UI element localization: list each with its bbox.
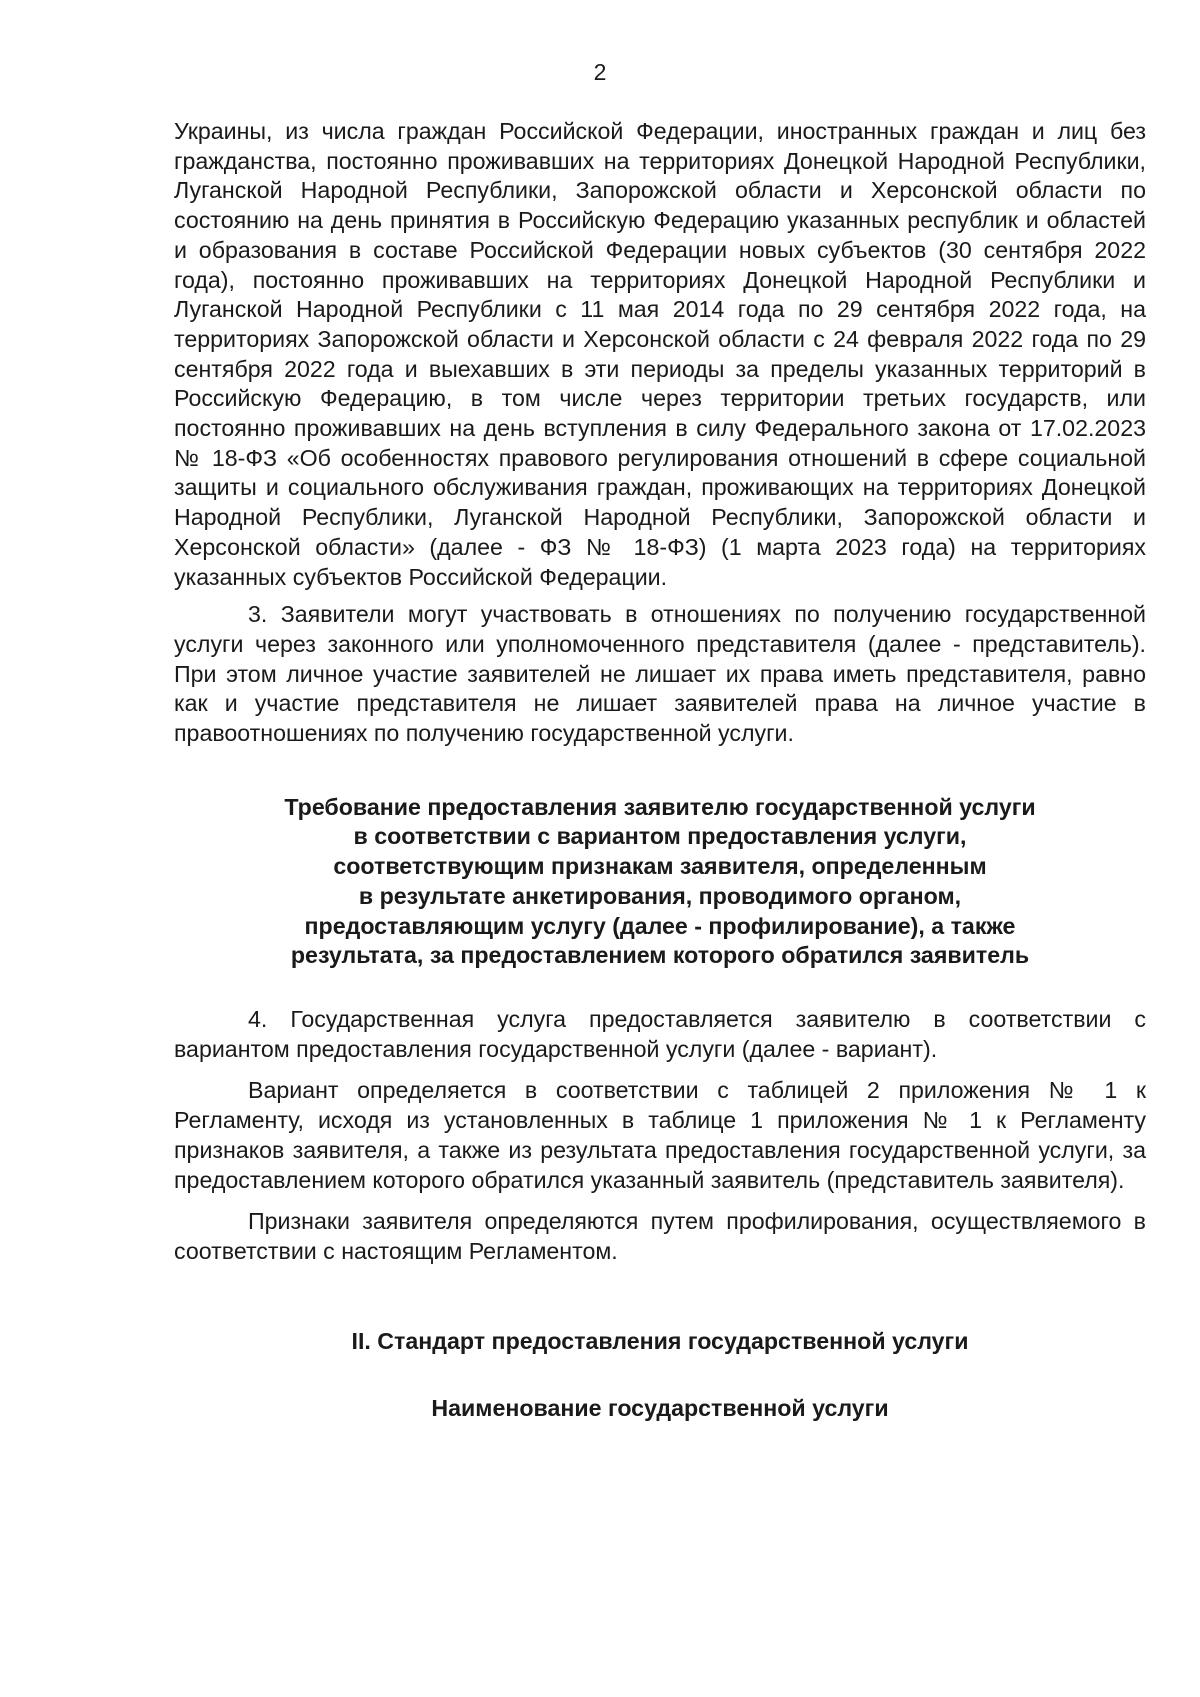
document-body (174, 117, 1146, 1424)
heading-line: результата, за предоставлением которого обратился заявитель (290, 942, 1030, 969)
paragraph-variant: Вариант определяется в соответствии с таблицей 2 приложения № 1 к Регламенту, исходя из установленных в таблице 1 приложения № 1 к Регламенту признаков заявителя, а также из результата предоставления государственной услуги, за предоставлением которого обратился указанный заявитель (представитель заявителя). (174, 1077, 1146, 1193)
heading-line: предоставляющим услугу (далее - профилирование), а также (304, 912, 1016, 939)
paragraph-continuation: Украины, из числа граждан Российской Федерации, иностранных граждан и лиц без гражданства, постоянно проживавших на территориях Донецкой Народной Республики, Луганской Народной Республики, Запорожской области и Херсонской области по состоянию на день принятия в Российскую Федерацию указанных республик и областей и образования в составе Российской Федерации новых субъектов (30 сентября 2022 года), постоянно проживавших на территориях Донецкой Народной Республики и Луганской Народной Республики с 11 мая 2014 года по 29 сентября 2022 года, на территориях Запорожской области и Херсонской области с 24 февраля 2022 года по 29 сентября 2022 года и выехавших в эти периоды за пределы указанных территорий в Российскую Федерацию, в том числе через территории третьих государств, или постоянно проживавших на день вступления в силу Федерального закона от 17.02.2023 № 18-ФЗ «Об особенностях правового регулирования отношений в сфере социальной защиты и социального обслуживания граждан, проживающих на территориях Донецкой Народной Республики, Луганской Народной Республики, Запорожской области и Херсонской области» (далее - ФЗ № 18-ФЗ) (1 марта 2023 года) на территориях указанных субъектов Российской Федерации. (174, 118, 1146, 590)
requirement-heading (174, 793, 1146, 971)
heading-line: Требование предоставления заявителю государственной услуги (284, 793, 1036, 820)
page-number: 2 (593, 59, 607, 85)
paragraph-signs: Признаки заявителя определяются путем профилирования, осуществляемого в соответствии с настоящим Регламентом. (174, 1208, 1146, 1264)
paragraph-item-4: 4. Государственная услуга предоставляется заявителю в соответствии с вариантом предоставления государственной услуги (далее - вариант). (174, 1005, 1146, 1062)
section-title: II. Стандарт предоставления государственной услуги (351, 1327, 969, 1354)
heading-line: в результате анкетирования, проводимого органом, (358, 882, 962, 909)
heading-line: соответствующим признакам заявителя, определенным (333, 853, 987, 880)
subsection-title: Наименование государственной услуги (431, 1395, 889, 1422)
heading-line: в соответствии с вариантом предоставления услуги, (353, 823, 967, 850)
paragraph-item-3: 3. Заявители могут участвовать в отношениях по получению государственной услуги через законного или уполномоченного представителя (далее - представитель). При этом личное участие заявителей не лишает их права иметь представителя, равно как и участие представителя не лишает заявителей права на личное участие в правоотношениях по получению государственной услуги. (174, 601, 1146, 747)
